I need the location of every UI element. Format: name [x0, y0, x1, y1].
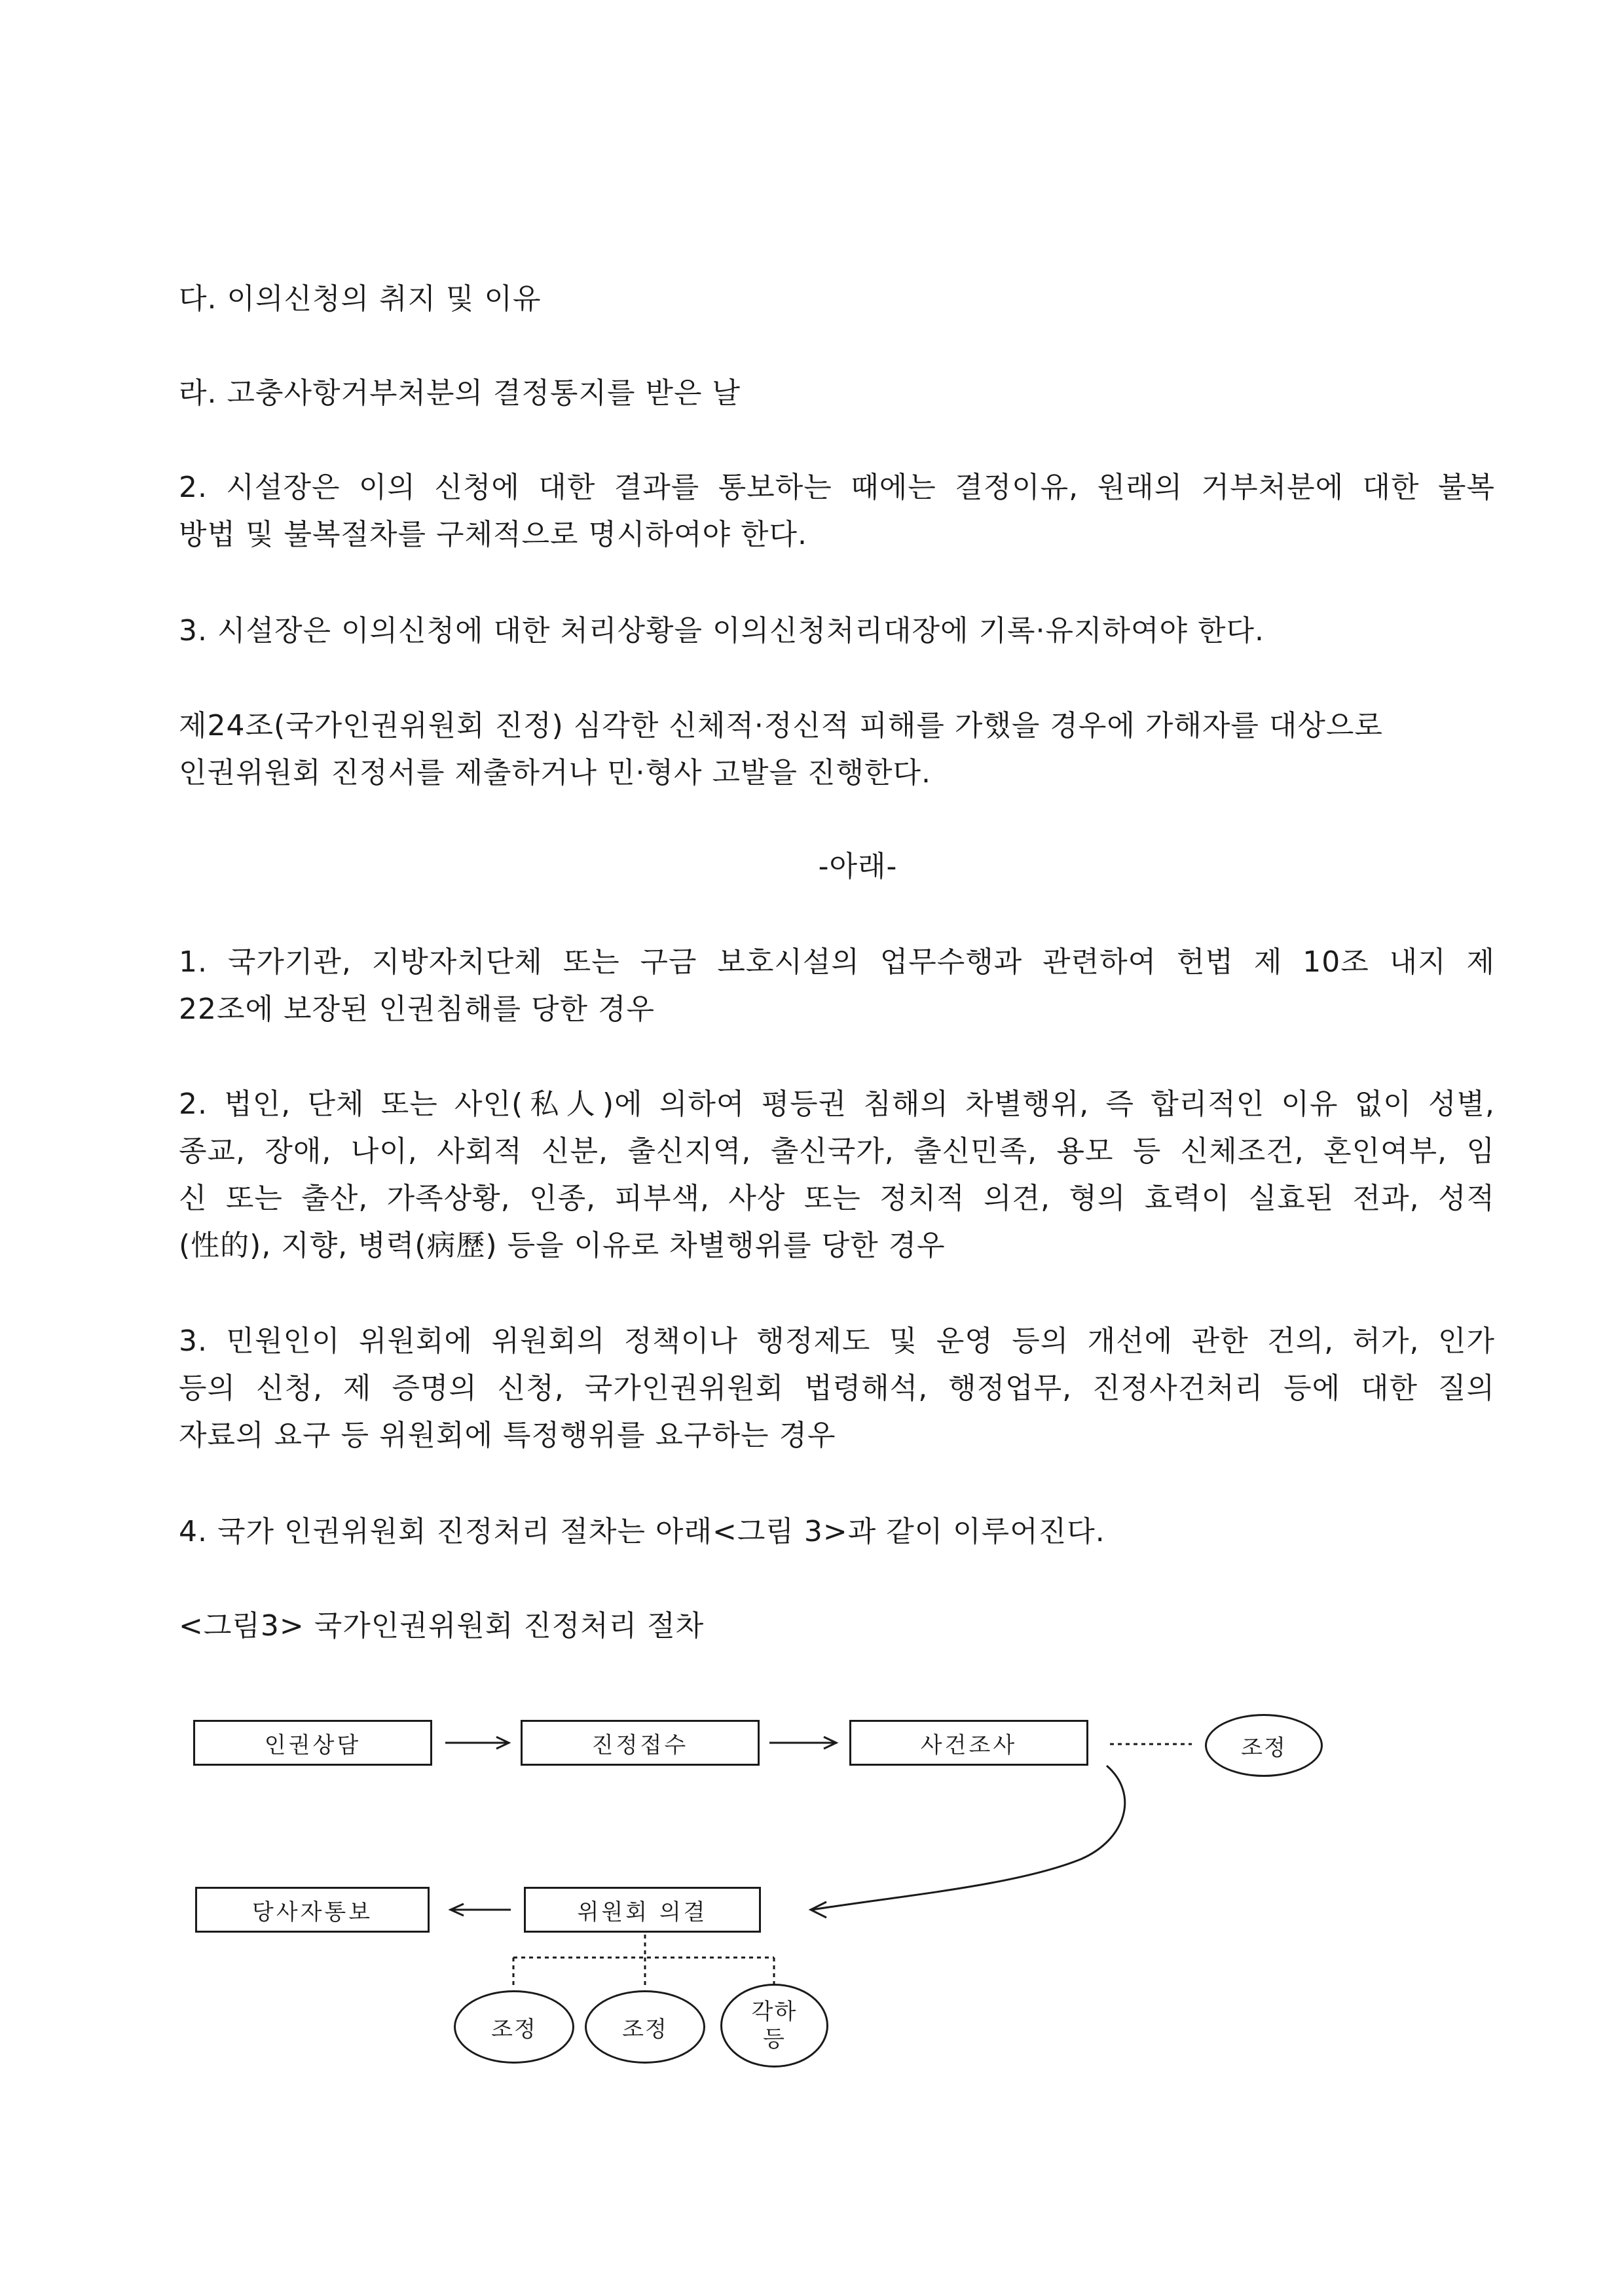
- arrowhead-to-committee: [811, 1902, 826, 1918]
- article-24-line-1: 제24조(국가인권위원회 진정) 심각한 신체적·정신적 피해를 가했을 경우에 가해자를 대상으로: [179, 709, 1383, 742]
- item-3-line-1: 3. 민원인이 위원회에 위원회의 정책이나 행정제도 및 운영 등의 개선에 관한 건의, 허가, 인가: [179, 1324, 1495, 1358]
- item-1-line-1: 1. 국가기관, 지방자치단체 또는 구금 보호시설의 업무수행과 관련하여 헌법 제 10조 내지 제: [179, 945, 1495, 979]
- item-ra: 라. 고충사항거부처분의 결정통지를 받은 날: [179, 376, 741, 410]
- dismissal-label-line-1: 각하: [751, 1999, 798, 2025]
- arrowhead-receipt-to-investigation: [824, 1737, 836, 1749]
- item-4: 4. 국가 인권위원회 진정처리 절차는 아래<그림 3>과 같이 이루어진다.: [179, 1515, 1105, 1548]
- oval-result-mediation-1: 조정: [454, 1990, 574, 2064]
- paragraph-2-line-2: 방법 및 불복절차를 구체적으로 명시하여야 한다.: [179, 518, 807, 551]
- oval-result-mediation-2: 조정: [585, 1990, 705, 2064]
- below-heading: -아래-: [818, 850, 898, 883]
- curve-investigation-to-committee: [812, 1766, 1125, 1910]
- item-2-line-4: (性的), 지향, 병력(病歷) 등을 이유로 차별행위를 당한 경우: [179, 1229, 946, 1262]
- arrowhead-to-notify: [451, 1904, 464, 1916]
- arrowhead-counsel-to-receipt: [496, 1737, 509, 1749]
- box-investigation: 사건조사: [849, 1720, 1088, 1766]
- article-24-line-2: 인권위원회 진정서를 제출하거나 민·형사 고발을 진행한다.: [179, 756, 931, 790]
- item-3-line-2: 등의 신청, 제 증명의 신청, 국가인권위원회 법령해석, 행정업무, 진정사건처리 등에 대한 질의: [179, 1372, 1495, 1405]
- item-1-line-2: 22조에 보장된 인권침해를 당한 경우: [179, 993, 655, 1026]
- item-2-line-2: 종교, 장애, 나이, 사회적 신분, 출신지역, 출신국가, 출신민족, 용모 등 신체조건, 혼인여부, 임: [179, 1135, 1495, 1168]
- oval-result-dismissal: [720, 1984, 828, 2068]
- item-3-line-3: 자료의 요구 등 위원회에 특정행위를 요구하는 경우: [179, 1419, 836, 1452]
- box-receipt: 진정접수: [521, 1720, 760, 1766]
- box-committee: 위원회 의결: [524, 1887, 761, 1933]
- box-notify: 당사자통보: [195, 1887, 430, 1933]
- figure-caption: <그림3> 국가인권위원회 진정처리 절차: [179, 1609, 705, 1643]
- item-da: 다. 이의신청의 취지 및 이유: [179, 282, 542, 316]
- box-counsel: 인권상담: [193, 1720, 432, 1766]
- paragraph-2-line-1: 2. 시설장은 이의 신청에 대한 결과를 통보하는 때에는 결정이유, 원래의 거부처분에 대한 불복: [179, 471, 1495, 504]
- dismissal-label-line-2: 등: [763, 2026, 786, 2052]
- paragraph-3: 3. 시설장은 이의신청에 대한 처리상황을 이의신청처리대장에 기록·유지하여야 한다.: [179, 614, 1264, 647]
- item-2-line-1: 2. 법인, 단체 또는 사인(私人)에 의하여 평등권 침해의 차별행위, 즉 합리적인 이유 없이 성별,: [179, 1087, 1495, 1121]
- item-2-line-3: 신 또는 출산, 가족상황, 인종, 피부색, 사상 또는 정치적 의견, 형의 효력이 실효된 전과, 성적: [179, 1182, 1495, 1215]
- oval-mediation: 조정: [1205, 1714, 1323, 1777]
